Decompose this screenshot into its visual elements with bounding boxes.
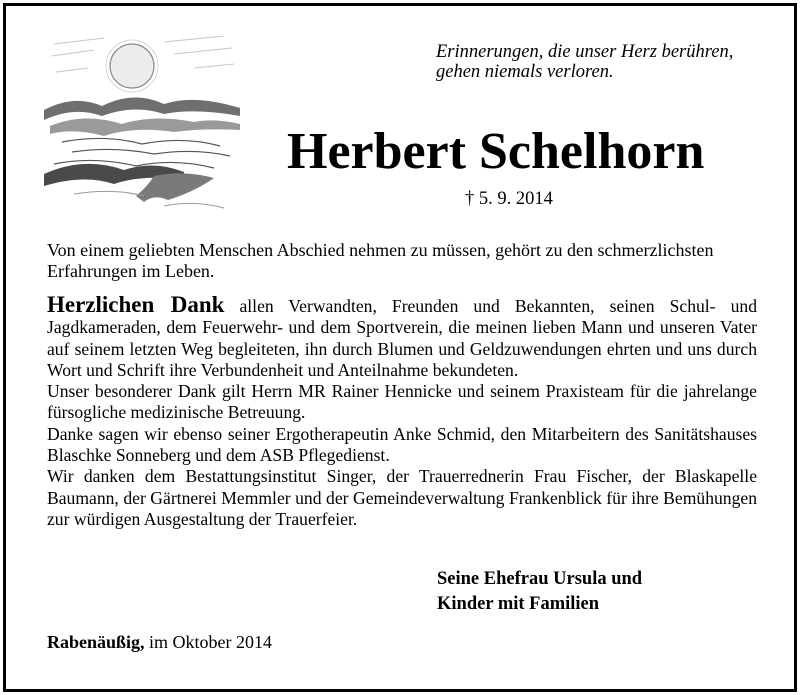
signature-line-2: Kinder mit Familien <box>437 594 600 614</box>
deceased-name: Herbert Schelhorn <box>287 123 705 180</box>
signature-line-1: Seine Ehefrau Ursula und <box>437 569 643 589</box>
intro-paragraph: Von einem geliebten Menschen Abschied nehmen zu müssen, gehört zu den schmerzlichsten Erfahrungen im Leben. <box>47 240 714 281</box>
paragraph-funeral: Wir danken dem Bestattungsinstitut Singer, der Trauerrednerin Frau Fischer, der Blaskapelle Baumann, der Gärtnerei Memmler und der Gemeindeverwaltung Frankenblick für ihre Bemühungen zur würdigen Ausgestaltung der Trauerfeier. <box>47 466 757 529</box>
thanks-paragraph <box>47 294 757 381</box>
quote-line-2: gehen niemals verloren. <box>436 62 614 82</box>
death-date: † 5. 9. 2014 <box>465 189 553 209</box>
date-text: im Oktober 2014 <box>144 632 273 652</box>
quote <box>436 42 776 82</box>
thanks-heading: Herzlichen Dank <box>47 292 225 317</box>
place: Rabenäußig, <box>47 632 145 652</box>
thanks-body <box>47 294 757 530</box>
thanks-text: allen Verwandten, Freunden und Bekannten, seinen Schul- und Jagdkameraden, dem Feuerwehr- und dem Sportverein, die meinen lieben Mann und unseren Vater auf seinem letzten Weg begleiteten, ihn durch Blumen und Geldzuwendungen ehrten und uns durch Wort und Schrift ihre Verbundenheit und Anteilnahme bekundeten. <box>47 296 758 380</box>
place-date <box>47 631 272 653</box>
signature <box>437 567 767 617</box>
paragraph-therapist: Danke sagen wir ebenso seiner Ergotherapeutin Anke Schmid, den Mitarbeitern des Sanitätshauses Blaschke Sonneberg und dem ASB Pflegedienst. <box>47 423 757 466</box>
quote-line-1: Erinnerungen, die unser Herz berühren, <box>436 42 734 62</box>
moon-landscape-illustration <box>44 24 240 214</box>
paragraph-doctor: Unser besonderer Dank gilt Herrn MR Rainer Hennicke und seinem Praxisteam für die jahrelange fürsogliche medizinische Betreuung. <box>47 381 757 423</box>
